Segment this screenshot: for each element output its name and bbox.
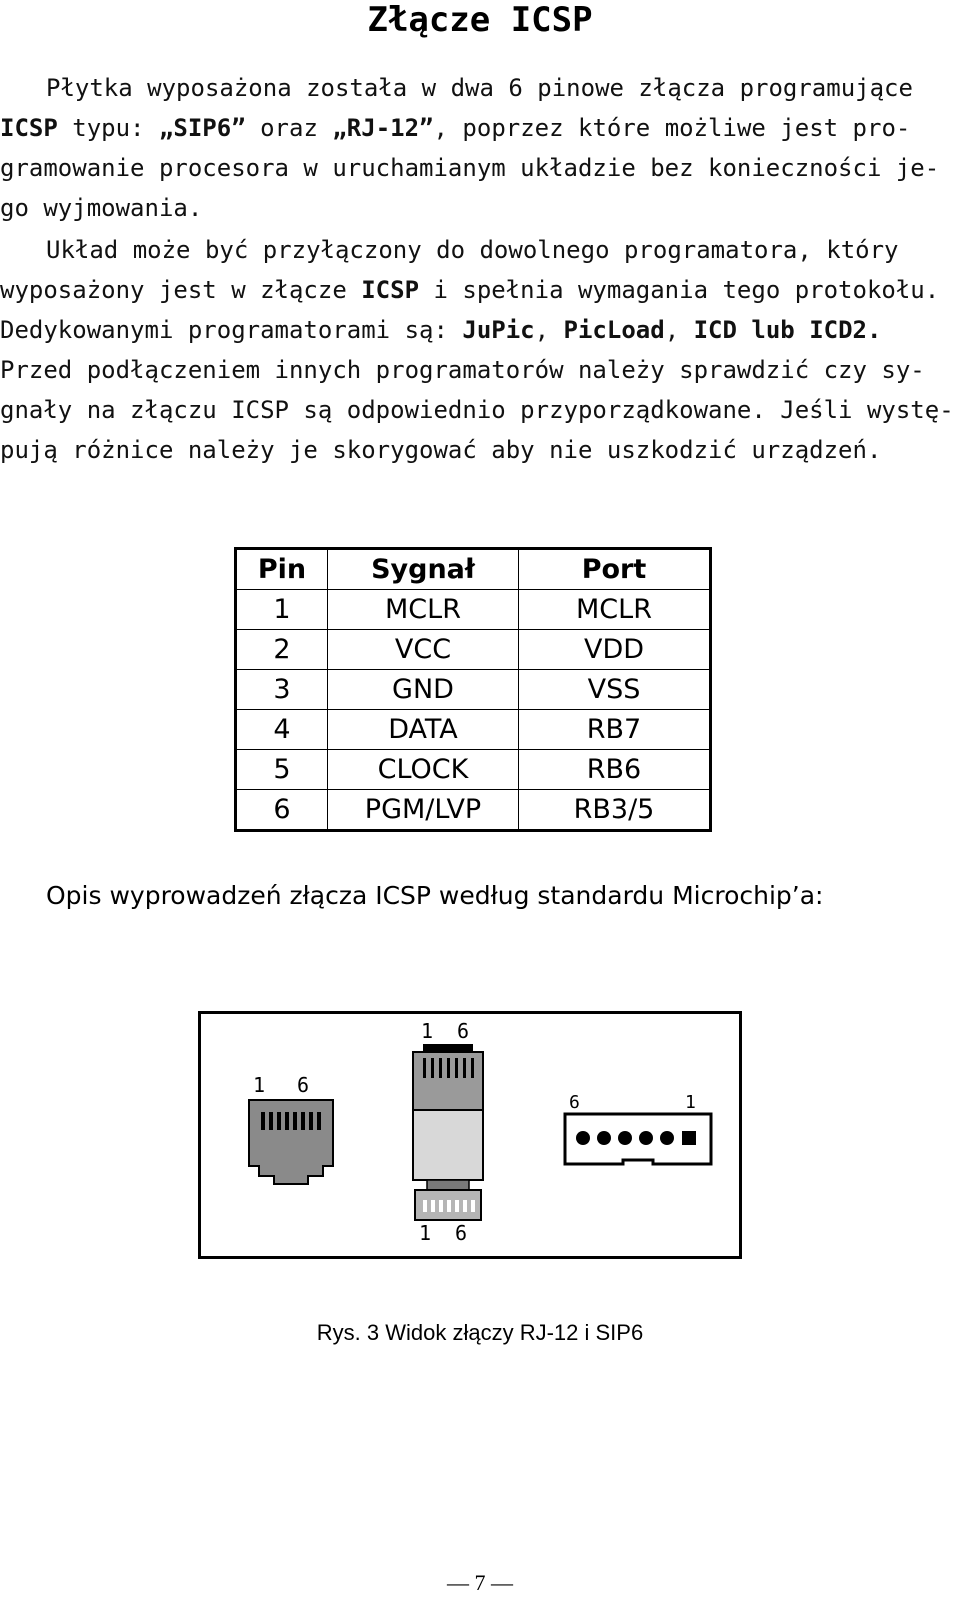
table-cell: DATA: [328, 710, 519, 750]
rj-socket-label-6: 6: [297, 1073, 310, 1097]
table-row: [236, 670, 711, 710]
text-line: [0, 390, 960, 430]
text-span: gramowanie procesora w uruchamianym układzie bez konieczności je-: [0, 154, 940, 182]
pinout-caption: Opis wyprowadzeń złącza ICSP według standardu Microchip’a:: [46, 881, 824, 910]
table-cell: RB7: [519, 710, 711, 750]
connector-figure: [198, 1011, 742, 1259]
page-title: Złącze ICSP: [367, 0, 593, 40]
text-span: Płytka wyposażona została w dwa 6 pinowe złącza programujące: [46, 74, 913, 102]
table-cell: 3: [236, 670, 328, 710]
text-line: [0, 188, 960, 228]
text-line: [0, 310, 960, 350]
text-line: [0, 430, 960, 470]
table-cell: MCLR: [328, 590, 519, 630]
page-number: — 7 —: [447, 1570, 513, 1595]
text-span: pują różnice należy je skorygować aby nie uszkodzić urządzeń.: [0, 436, 882, 464]
table-cell: 1: [236, 590, 328, 630]
table-row: [236, 750, 711, 790]
text-line: [0, 108, 960, 148]
table-cell: 2: [236, 630, 328, 670]
bold-text: JuPic: [462, 316, 535, 344]
rj-plug-bottom-label-6: 6: [455, 1221, 468, 1245]
text-span: typu:: [57, 114, 159, 142]
column-header: Sygnał: [328, 549, 519, 590]
table-cell: VDD: [519, 630, 711, 670]
text-span: go wyjmowania.: [0, 194, 203, 222]
table-cell: 4: [236, 710, 328, 750]
text-line: [0, 68, 960, 108]
table-cell: MCLR: [519, 590, 711, 630]
rj-plug-top-label-6: 6: [457, 1019, 470, 1043]
table-cell: VCC: [328, 630, 519, 670]
table-row: [236, 790, 711, 831]
table-cell: CLOCK: [328, 750, 519, 790]
table-cell: VSS: [519, 670, 711, 710]
sip-label-1: 1: [685, 1092, 696, 1113]
table-cell: GND: [328, 670, 519, 710]
rj-plug-bottom-label-1: 1: [419, 1221, 432, 1245]
sip6-header: [565, 1092, 711, 1164]
bold-text: „SIP6”: [158, 114, 246, 142]
pinout-table: [234, 547, 712, 832]
table-cell: 6: [236, 790, 328, 831]
connector-diagram: [201, 1014, 739, 1256]
text-span: gnały na złączu ICSP są odpowiednio przyporządkowane. Jeśli wystę-: [0, 396, 954, 424]
sip-label-6: 6: [569, 1092, 580, 1113]
text-span: wyposażony jest w złącze: [0, 276, 362, 304]
text-line: [0, 350, 960, 390]
text-span: Układ może być przyłączony do dowolnego programatora, który: [46, 236, 899, 264]
text-span: .: [866, 316, 882, 344]
text-span: Przed podłączeniem innych programatorów należy sprawdzić czy sy-: [0, 356, 925, 384]
text-span: , poprzez które możliwe jest pro-: [433, 114, 911, 142]
paragraph-intro: [0, 68, 960, 228]
table-cell: 5: [236, 750, 328, 790]
table-cell: PGM/LVP: [328, 790, 519, 831]
table-cell: RB6: [519, 750, 711, 790]
paragraph-programmers: [0, 230, 960, 470]
bold-text: ICD lub ICD2: [693, 316, 867, 344]
bold-text: PicLoad: [563, 316, 665, 344]
text-span: ,: [534, 316, 564, 344]
text-span: Dedykowanymi programatorami są:: [0, 316, 463, 344]
column-header: Port: [519, 549, 711, 590]
table-cell: RB3/5: [519, 790, 711, 831]
bold-text: „RJ-12”: [332, 114, 434, 142]
table-header-row: [236, 549, 711, 590]
text-span: ,: [664, 316, 694, 344]
text-span: i spełnia wymagania tego protokołu.: [419, 276, 940, 304]
rj12-socket: [249, 1073, 333, 1184]
rj12-plug: [413, 1019, 483, 1245]
table-row: [236, 590, 711, 630]
table-row: [236, 710, 711, 750]
figure-caption: Rys. 3 Widok złączy RJ-12 i SIP6: [316, 1320, 644, 1345]
rj-plug-top-label-1: 1: [421, 1019, 434, 1043]
column-header: Pin: [236, 549, 328, 590]
text-line: [0, 270, 960, 310]
text-line: [0, 148, 960, 188]
text-line: [0, 230, 960, 270]
table-row: [236, 630, 711, 670]
text-span: oraz: [245, 114, 333, 142]
bold-text: ICSP: [361, 276, 420, 304]
rj-socket-label-1: 1: [253, 1073, 266, 1097]
bold-text: ICSP: [0, 114, 58, 142]
